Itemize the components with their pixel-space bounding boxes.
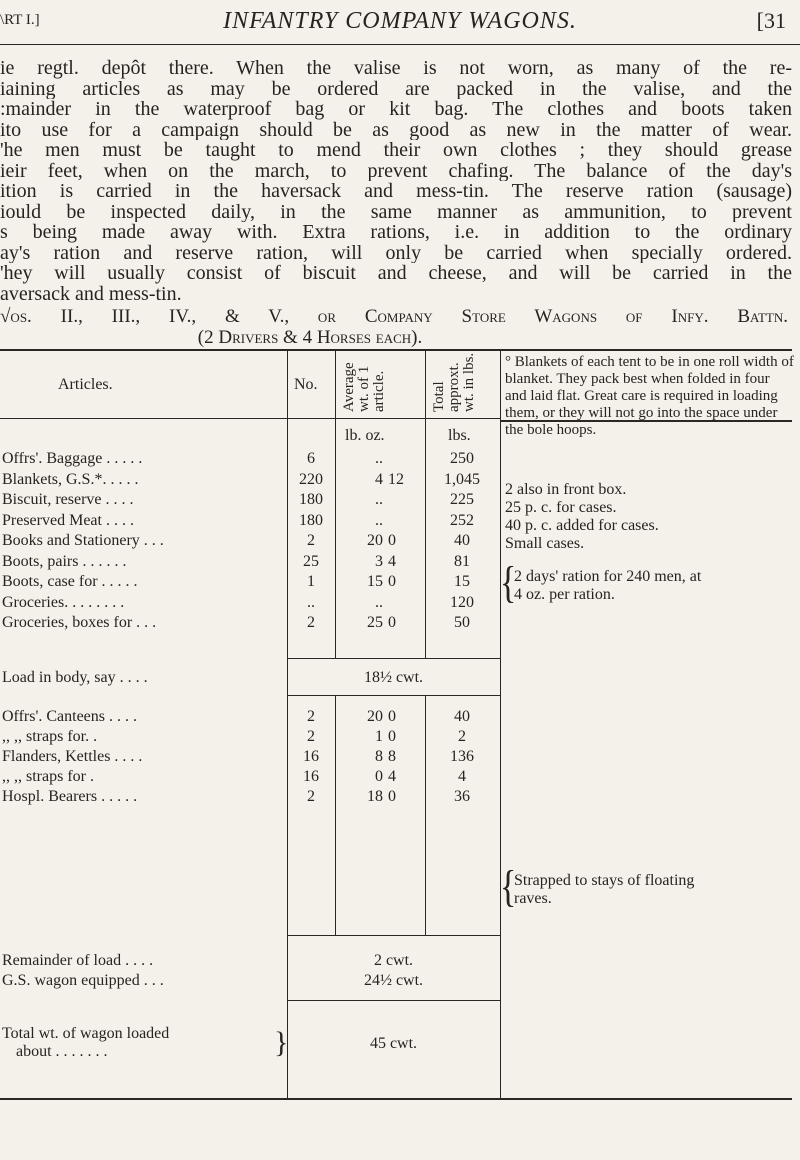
text-line: ito use for a campaign should be as good as new in the matter of wear. xyxy=(0,119,792,140)
row-average-lb: .. xyxy=(375,593,383,611)
body-total-rule-bottom xyxy=(287,695,500,696)
page-header xyxy=(0,8,800,38)
total-units: lbs. xyxy=(448,427,471,444)
row-article: Blankets, G.S.*. . . . . xyxy=(2,470,139,488)
row-average-lb: 20 xyxy=(367,708,383,725)
total-brace: } xyxy=(274,1026,289,1059)
row-article: Boots, case for . . . . . xyxy=(2,573,138,590)
row-average-oz: 4 xyxy=(388,768,396,785)
wagon-total-rule xyxy=(287,1000,500,1001)
row-total: 40 xyxy=(454,532,470,549)
row-number: 180 xyxy=(299,511,323,529)
row-total: 1,045 xyxy=(444,470,480,488)
articles-header: Articles. xyxy=(58,376,113,393)
text-line: ieir feet, when on the march, to prevent chafing. The balance of the day's xyxy=(0,160,792,181)
row-total: 225 xyxy=(450,491,474,508)
row-average-oz: 0 xyxy=(388,728,396,745)
row-number: 2 xyxy=(307,728,315,745)
row-total: 2 xyxy=(458,728,466,745)
text-line: iould be inspected daily, in the same manner as ammunition, to prevent xyxy=(0,201,792,222)
row-average-oz: 8 xyxy=(388,748,396,765)
total-weight-header: Total approxt. wt. in lbs. xyxy=(431,352,477,412)
blankets-note: ° Blankets of each tent to be in one roll width of blanket. They pack best when folded in four and laid flat. Great care is required in loading them, or they will not go into the space under the bole hoops. xyxy=(505,354,794,438)
row-total: 15 xyxy=(454,573,470,590)
row-total: 252 xyxy=(450,511,474,529)
text-line: s being made away with. Extra rations, i.e. in addition to the ordinary xyxy=(0,222,792,243)
page-title: INFANTRY COMPANY WAGONS. xyxy=(223,8,577,34)
average-units: lb. oz. xyxy=(345,427,385,444)
remark: Strapped to stays of floating xyxy=(514,872,695,889)
text-line: :mainder in the waterproof bag or kit bag. The clothes and boots taken xyxy=(0,99,792,120)
row-number: 25 xyxy=(303,552,319,570)
strapped-remark xyxy=(500,863,795,912)
row-average-lb: .. xyxy=(375,491,383,508)
row-number: .. xyxy=(307,593,315,611)
row-number: 2 xyxy=(307,532,315,549)
remark: 40 p. c. added for cases. xyxy=(505,517,659,534)
body-paragraph xyxy=(0,58,792,304)
row-average-lb: 15 xyxy=(367,573,383,590)
ration-remark xyxy=(500,559,795,608)
column-rule xyxy=(425,350,426,658)
row-average-lb: 0 xyxy=(375,768,383,785)
row-article: Books and Stationery . . . xyxy=(2,532,164,549)
row-average-lb: .. xyxy=(375,511,383,529)
row-average-oz: 0 xyxy=(388,788,396,805)
remark: 2 also in front box. xyxy=(505,481,627,498)
text-line: 'hey will usually consist of biscuit and cheese, and will be carried in the xyxy=(0,263,792,284)
row-number: 2 xyxy=(307,708,315,725)
row-number: 180 xyxy=(299,491,323,508)
row-article: Groceries. . . . . . . . xyxy=(2,593,125,611)
row-average-lb: 18 xyxy=(367,788,383,805)
row-number: 2 xyxy=(307,614,315,631)
part-label: \RT I.] xyxy=(0,12,40,28)
remark: 25 p. c. for cases. xyxy=(505,499,617,516)
row-average-oz: 0 xyxy=(388,573,396,590)
remainder-label: Remainder of load . . . . xyxy=(2,952,154,969)
row-article: Hospl. Bearers . . . . . xyxy=(2,788,138,805)
row-average-oz: 0 xyxy=(388,708,396,725)
page-number: [31 xyxy=(756,8,786,33)
row-average-lb: 8 xyxy=(375,748,383,765)
outside-total-rule xyxy=(287,935,500,936)
column-rule xyxy=(335,695,336,935)
text-line: aversack and mess-tin. xyxy=(0,283,182,304)
row-average-lb: 20 xyxy=(367,532,383,549)
row-article: ,, ,, straps for . xyxy=(2,768,94,785)
remainder-value: 2 cwt. xyxy=(373,952,414,969)
wagon-label: G.S. wagon equipped . . . xyxy=(2,972,164,989)
row-total: 4 xyxy=(458,768,466,785)
table-top-rule xyxy=(0,349,792,351)
row-average-lb: 4 xyxy=(375,470,383,488)
row-total: 36 xyxy=(454,788,470,805)
section-heading xyxy=(0,306,800,348)
row-average-lb: 25 xyxy=(367,614,383,631)
total-label-line-1: Total wt. of wagon loaded xyxy=(2,1025,170,1042)
row-article: Groceries, boxes for . . . xyxy=(2,614,157,631)
text-line: ie regtl. depôt there. When the valise is not worn, as many of the re- xyxy=(0,58,792,79)
row-article: ,, ,, straps for. . xyxy=(2,728,98,745)
row-average-lb: .. xyxy=(375,450,383,467)
row-average-oz: 0 xyxy=(388,614,396,631)
row-number: 2 xyxy=(307,788,315,805)
row-total: 250 xyxy=(450,450,474,467)
column-rule xyxy=(425,695,426,935)
table-bottom-rule xyxy=(0,1098,792,1100)
text-line: ay's ration and reserve ration, will only be carried when specially ordered. xyxy=(0,242,792,263)
load-in-body-value: 18½ cwt. xyxy=(363,669,424,686)
row-total: 40 xyxy=(454,708,470,725)
section-heading-line-1: √os. II., III., IV., & V., or Company Store Wagons of Infy. Battn. xyxy=(0,306,788,327)
average-weight-header: Average wt. of 1 article. xyxy=(341,362,387,412)
row-article: Offrs'. Baggage . . . . . xyxy=(2,450,143,467)
row-average-oz: 4 xyxy=(388,552,396,570)
row-number: 220 xyxy=(299,470,323,488)
row-article: Offrs'. Canteens . . . . xyxy=(2,708,138,725)
section-heading-line-2: (2 Drivers & 4 Horses each). xyxy=(197,327,423,348)
row-total: 81 xyxy=(454,552,470,570)
text-line: 'he men must be taught to mend their own clothes ; they should grease xyxy=(0,140,792,161)
brace-glyph: { xyxy=(500,559,517,608)
total-value: 45 cwt. xyxy=(369,1035,418,1052)
body-total-rule-top xyxy=(287,658,500,659)
row-total: 50 xyxy=(454,614,470,631)
row-average-lb: 3 xyxy=(375,552,383,570)
brace-glyph: { xyxy=(500,863,517,912)
text-line: iaining articles as may be ordered are packed in the valise, and the xyxy=(0,78,792,99)
row-article: Boots, pairs . . . . . . xyxy=(2,552,127,570)
row-number: 16 xyxy=(303,748,319,765)
number-header: No. xyxy=(294,376,318,393)
load-in-body-label: Load in body, say . . . . xyxy=(2,669,148,686)
row-number: 16 xyxy=(303,768,319,785)
column-rule xyxy=(500,350,501,1098)
text-line: ition is carried in the haversack and mess-tin. The reserve ration (sausage) xyxy=(0,181,792,202)
row-article: Biscuit, reserve . . . . xyxy=(2,491,134,508)
row-number: 1 xyxy=(307,573,315,590)
row-article: Flanders, Kettles . . . . xyxy=(2,748,143,765)
row-number: 6 xyxy=(307,450,315,467)
row-average-lb: 1 xyxy=(375,728,383,745)
column-rule xyxy=(335,350,336,658)
remark: raves. xyxy=(514,890,552,907)
row-total: 136 xyxy=(450,748,474,765)
row-average-oz: 0 xyxy=(388,532,396,549)
row-average-oz: 12 xyxy=(388,470,404,488)
remark: 2 days' ration for 240 men, at xyxy=(514,568,702,585)
header-rule xyxy=(0,44,800,45)
row-total: 120 xyxy=(450,593,474,611)
wagon-value: 24½ cwt. xyxy=(363,972,424,989)
remark: 4 oz. per ration. xyxy=(514,586,615,603)
remark: Small cases. xyxy=(505,535,585,552)
row-article: Preserved Meat . . . . xyxy=(2,511,134,529)
total-label-line-2: about . . . . . . . xyxy=(16,1043,108,1060)
